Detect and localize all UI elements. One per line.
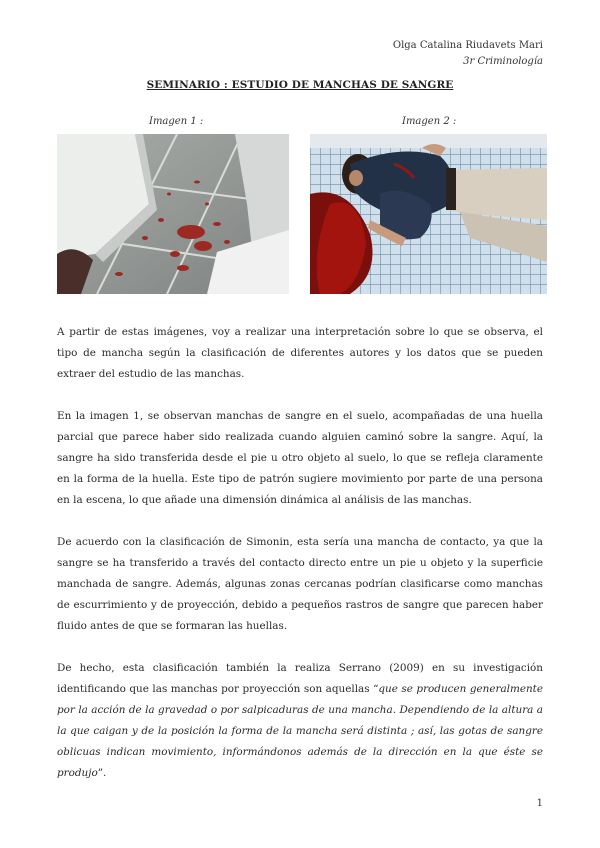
- page-number: 1: [536, 798, 543, 809]
- paragraph-intro: A partir de estas imágenes, voy a realizar una interpretación sobre lo que se observa, el tipo de mancha según la clasificación de diferentes autores y los datos que se pueden extraer del estudio de las manchas.: [57, 326, 543, 380]
- citation-close: ”.: [97, 767, 107, 779]
- figure-1-label: Imagen 1 :: [149, 116, 204, 127]
- paragraph-simonin-classification: De acuerdo con la clasificación de Simonin, esta sería una mancha de contacto, ya que la sangre se ha transferido a través del contacto directo entre un pie u objeto y la superficie manchada de sangre. Además, algunas zonas cercanas podrían clasificarse como manchas de escurrimiento y de proyección, debido a pequeños rastros de sangre que parecen haber fluido antes de que se formaran las huellas.: [57, 536, 543, 632]
- figure-2-photo: [310, 134, 547, 294]
- author-name: Olga Catalina Riudavets Mari: [392, 40, 543, 51]
- document-title: SEMINARIO : ESTUDIO DE MANCHAS DE SANGRE: [146, 79, 454, 91]
- figure-1-photo: [57, 134, 289, 294]
- page-header: [393, 38, 543, 70]
- paragraph-image-1-analysis: En la imagen 1, se observan manchas de sangre en el suelo, acompañadas de una huella parcial que parece haber sido realizada cuando alguien caminó sobre la sangre. Aquí, la sangre ha sido transferida desde el pie u otro objeto al suelo, lo que se refleja claramente en la forma de la huella. Este tipo de patrón sugiere movimiento por parte de una persona en la escena, lo que añade una dimensión dinámica al análisis de las manchas.: [57, 410, 543, 506]
- crime-scene-victim-photo: [310, 134, 547, 294]
- bloodstained-floor-photo: [57, 134, 289, 294]
- citation-intro: De hecho, esta clasificación también la realiza Serrano (2009) en su investigación identificando que las manchas por proyección son aquellas “: [57, 662, 543, 695]
- course-name: 3r Criminología: [463, 56, 543, 67]
- citation-quote: que se producen generalmente por la acción de la gravedad o por salpicaduras de una mancha. Dependiendo de la altura a la que caigan y de la posición la forma de la mancha será distinta ; así, las gotas de sangre oblicuas indican movimiento, informándonos además de la dirección en la que éste se produjo: [57, 683, 543, 779]
- document-body: [57, 322, 543, 805]
- paragraph-serrano-citation: [57, 658, 543, 784]
- figure-2-label: Imagen 2 :: [402, 116, 457, 127]
